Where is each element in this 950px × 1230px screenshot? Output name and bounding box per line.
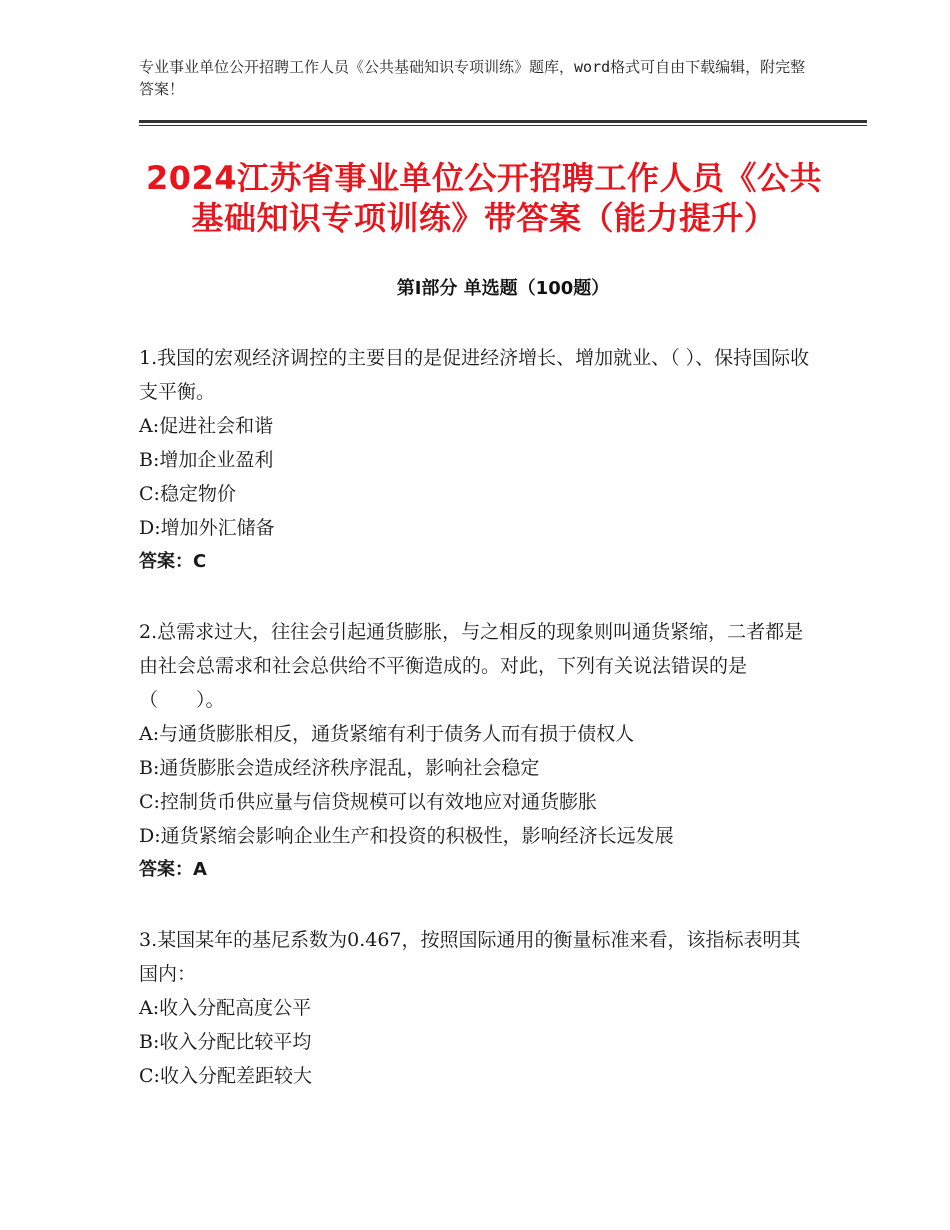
option-c: C:稳定物价: [139, 483, 236, 505]
question-stem: 1.我国的宏观经济调控的主要目的是促进经济增长、增加就业、（ ）、保持国际收支平衡。: [139, 347, 810, 403]
question-1: [139, 341, 811, 579]
option-b: B:增加企业盈利: [139, 449, 274, 471]
option-b: B:通货膨胀会造成经济秩序混乱，影响社会稳定: [139, 757, 540, 779]
option-d: D:通货紧缩会影响企业生产和投资的积极性，影响经济长远发展: [139, 825, 674, 847]
header-divider: [139, 120, 867, 126]
answer-line: 答案：A: [139, 859, 207, 880]
option-a: A:与通货膨胀相反，通货紧缩有利于债务人而有损于债权人: [139, 723, 635, 745]
answer-line: 答案：C: [139, 551, 207, 572]
option-d: D:增加外汇储备: [139, 517, 275, 539]
option-c: C:收入分配差距较大: [139, 1065, 312, 1087]
question-2: [139, 615, 811, 887]
question-stem: 2.总需求过大，往往会引起通货膨胀，与之相反的现象则叫通货紧缩，二者都是由社会总需求和社会总供给不平衡造成的。对此，下列有关说法错误的是（ ）。: [139, 621, 804, 711]
option-c: C:控制货币供应量与信贷规模可以有效地应对通货膨胀: [139, 791, 597, 813]
option-a: A:收入分配高度公平: [139, 997, 312, 1019]
header-note: 专业事业单位公开招聘工作人员《公共基础知识专项训练》题库，word格式可自由下载编辑，附完整答案！: [139, 58, 806, 98]
section-title: 第Ⅰ部分 单选题（100题）: [396, 278, 610, 299]
document-title: 2024江苏省事业单位公开招聘工作人员《公共基础知识专项训练》带答案（能力提升）: [145, 159, 823, 237]
option-a: A:促进社会和谐: [139, 415, 274, 437]
question-list: [139, 341, 811, 1129]
option-b: B:收入分配比较平均: [139, 1031, 312, 1053]
question-3: [139, 923, 811, 1093]
question-stem: 3.某国某年的基尼系数为0.467，按照国际通用的衡量标准来看，该指标表明其国内：: [139, 929, 801, 985]
